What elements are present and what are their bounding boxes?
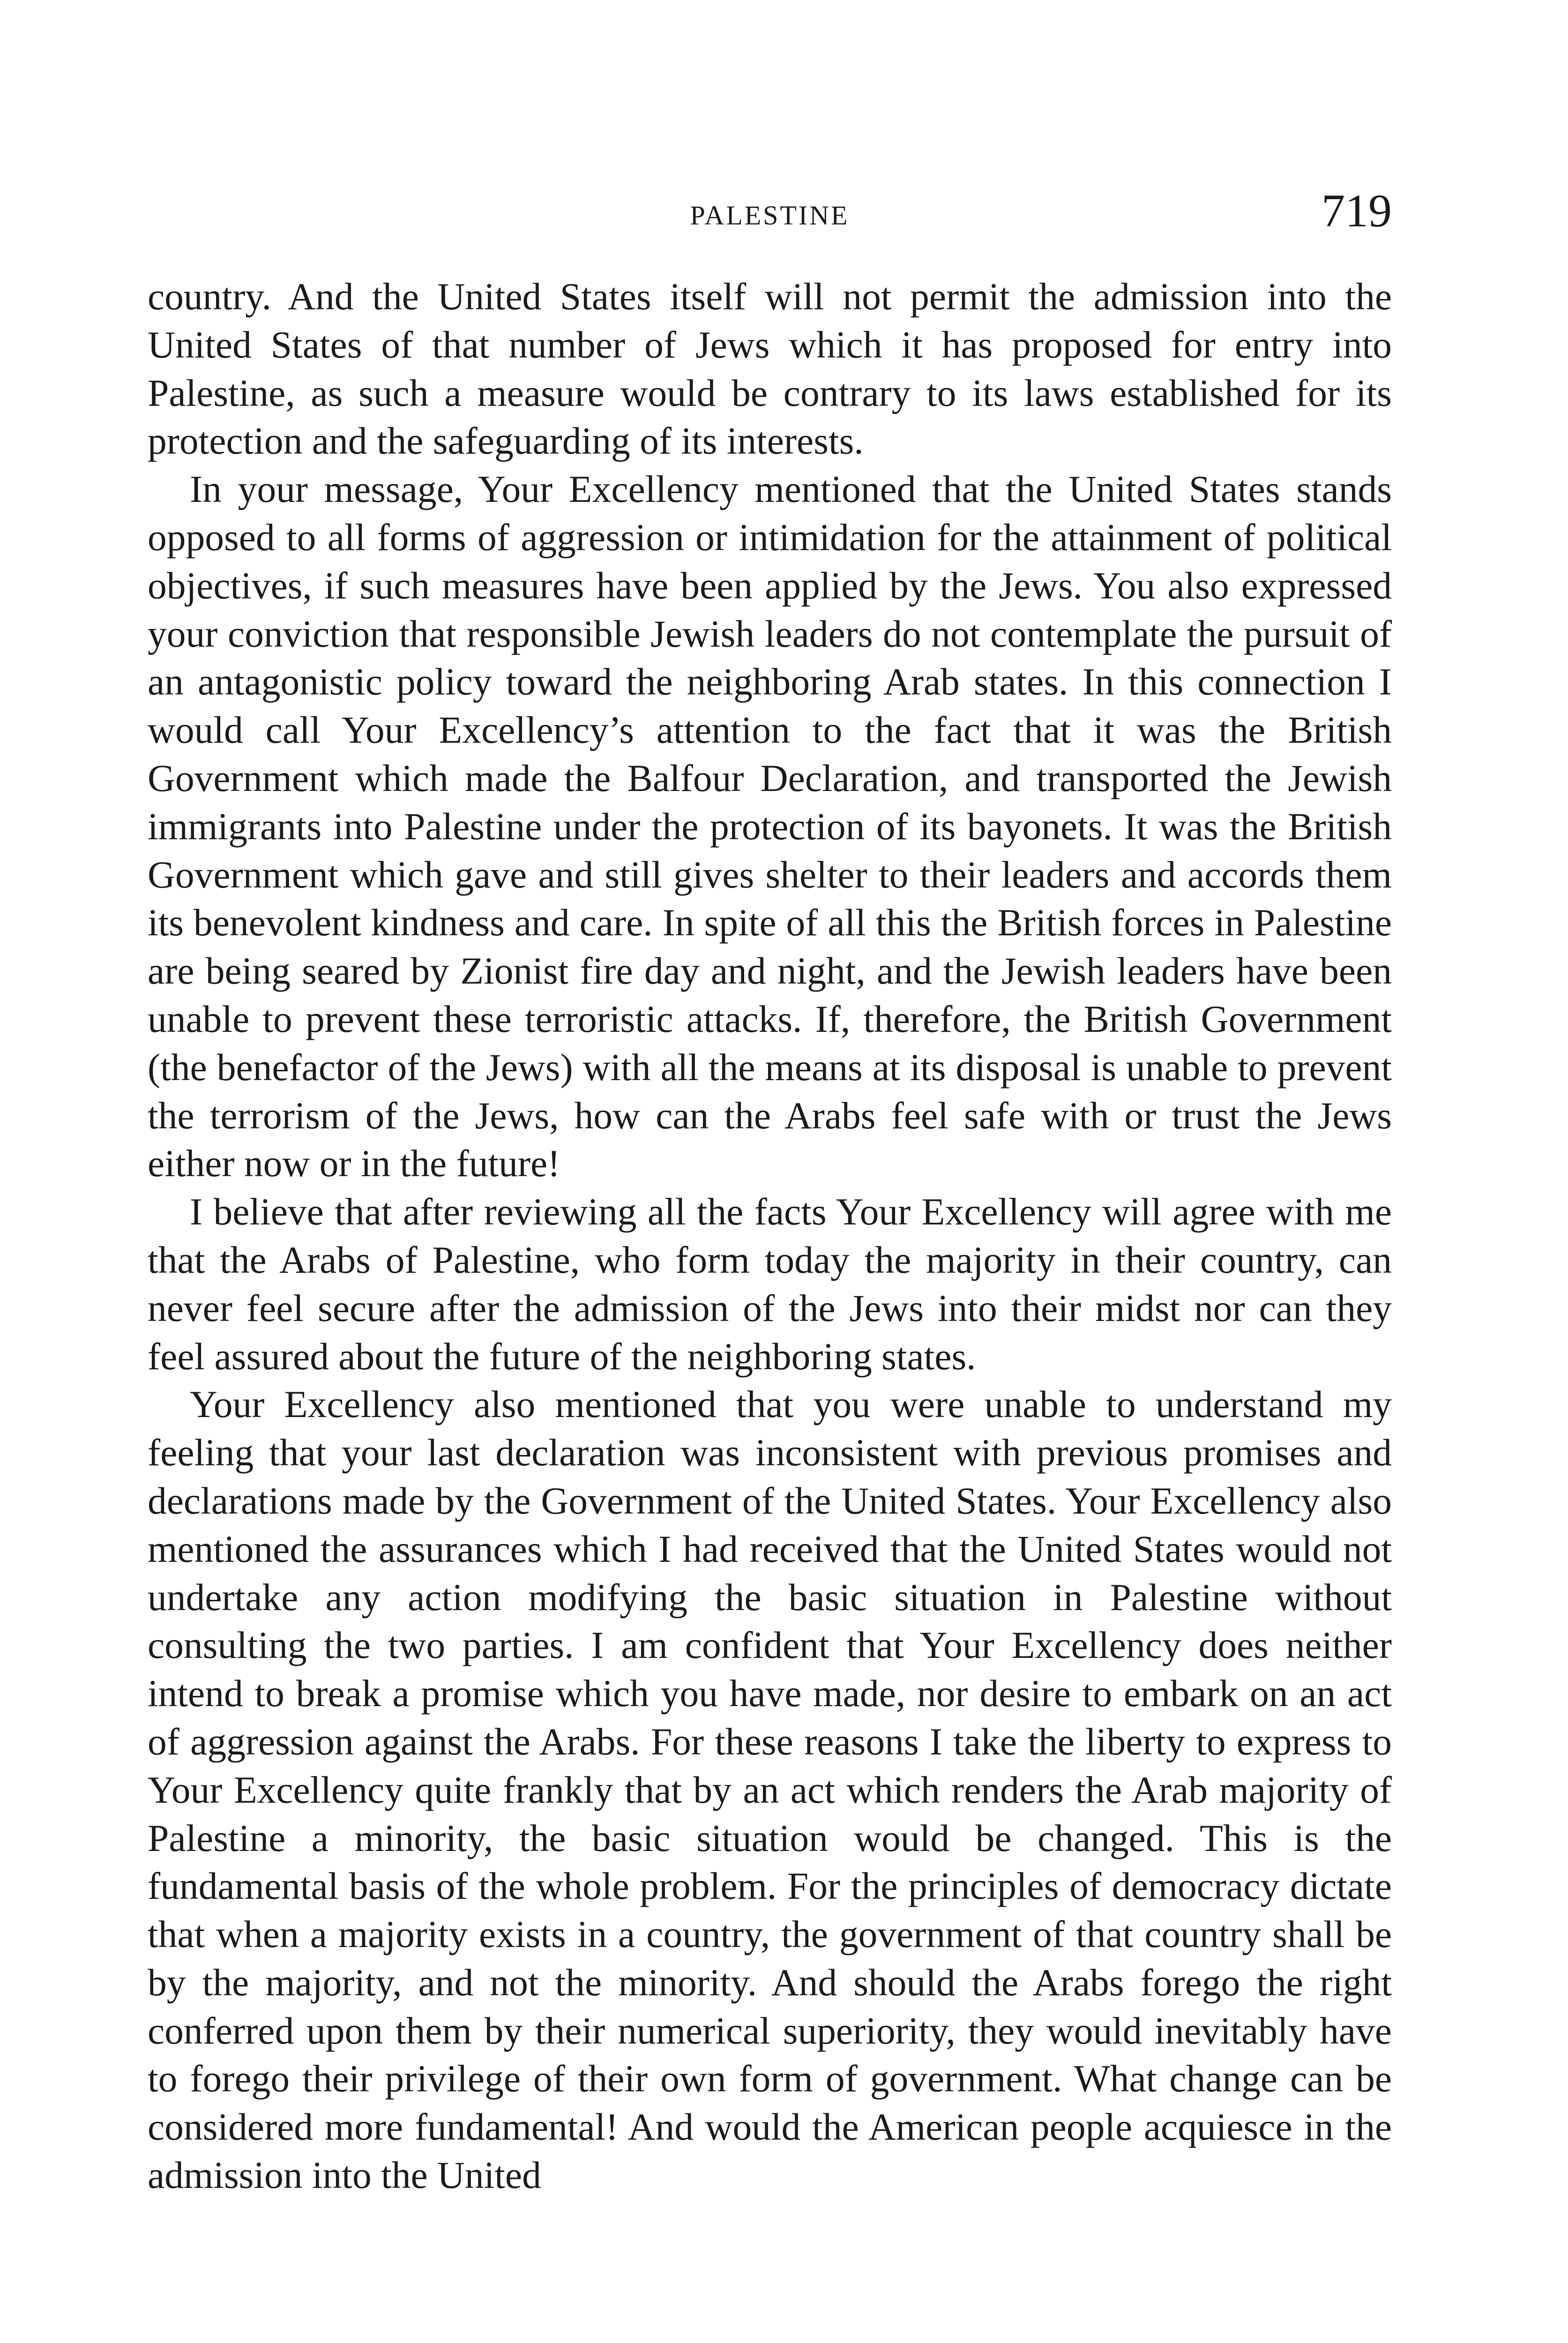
- running-head: [148, 185, 1392, 237]
- paragraph-continued: country. And the United States itself will not permit the admission into the United States of that number of Jews which it has proposed for entry into Palestine, as such a measure would be contrary to its laws established for its protection and the safeguarding of its interests.: [148, 275, 1392, 463]
- body-text: [148, 273, 1392, 2200]
- paragraph: Your Excellency also mentioned that you were unable to understand my feeling that your last declaration was inconsistent with previous promises and declarations made by the Government of the United States. Your Excellency also mentioned the assurances which I had received that the United States would not undertake any action modifying the basic situation in Palestine without consulting the two parties. I am confident that Your Excellency does neither intend to break a promise which you have made, nor desire to embark on an act of aggression against the Arabs. For these reasons I take the liberty to express to Your Excellency quite frankly that by an act which renders the Arab majority of Palestine a minority, the basic situation would be changed. This is the fundamental basis of the whole problem. For the principles of democracy dictate that when a majority exists in a country, the government of that country shall be by the majority, and not the minority. And should the Arabs forego the right conferred upon them by their numerical superiority, they would inevitably have to forego their privilege of their own form of government. What change can be considered more fundamental! And would the American people acquiesce in the admission into the United: [148, 1383, 1392, 2197]
- page-number: 719: [1322, 185, 1392, 237]
- paragraph: In your message, Your Excellency mentioned that the United States stands opposed to all forms of aggression or intimidation for the attainment of political objectives, if such measures have been applied by the Jews. You also expressed your conviction that responsible Jewish leaders do not contemplate the pursuit of an antagonistic policy toward the neighboring Arab states. In this connection I would call Your Excellency’s attention to the fact that it was the British Government which made the Balfour Declaration, and transported the Jewish immigrants into Palestine under the protection of its bayonets. It was the British Government which gave and still gives shelter to their leaders and accords them its benevolent kindness and care. In spite of all this the British forces in Palestine are being seared by Zionist fire day and night, and the Jewish leaders have been unable to prevent these terroristic attacks. If, therefore, the British Government (the benefactor of the Jews) with all the means at its disposal is unable to prevent the terrorism of the Jews, how can the Arabs feel safe with or trust the Jews either now or in the future!: [148, 468, 1392, 1185]
- running-title: PALESTINE: [690, 200, 850, 231]
- paragraph: I believe that after reviewing all the facts Your Excellency will agree with me that the Arabs of Palestine, who form today the majority in their country, can never feel secure after the admission of the Jews into their midst nor can they feel assured about the future of the neighboring states.: [148, 1190, 1392, 1378]
